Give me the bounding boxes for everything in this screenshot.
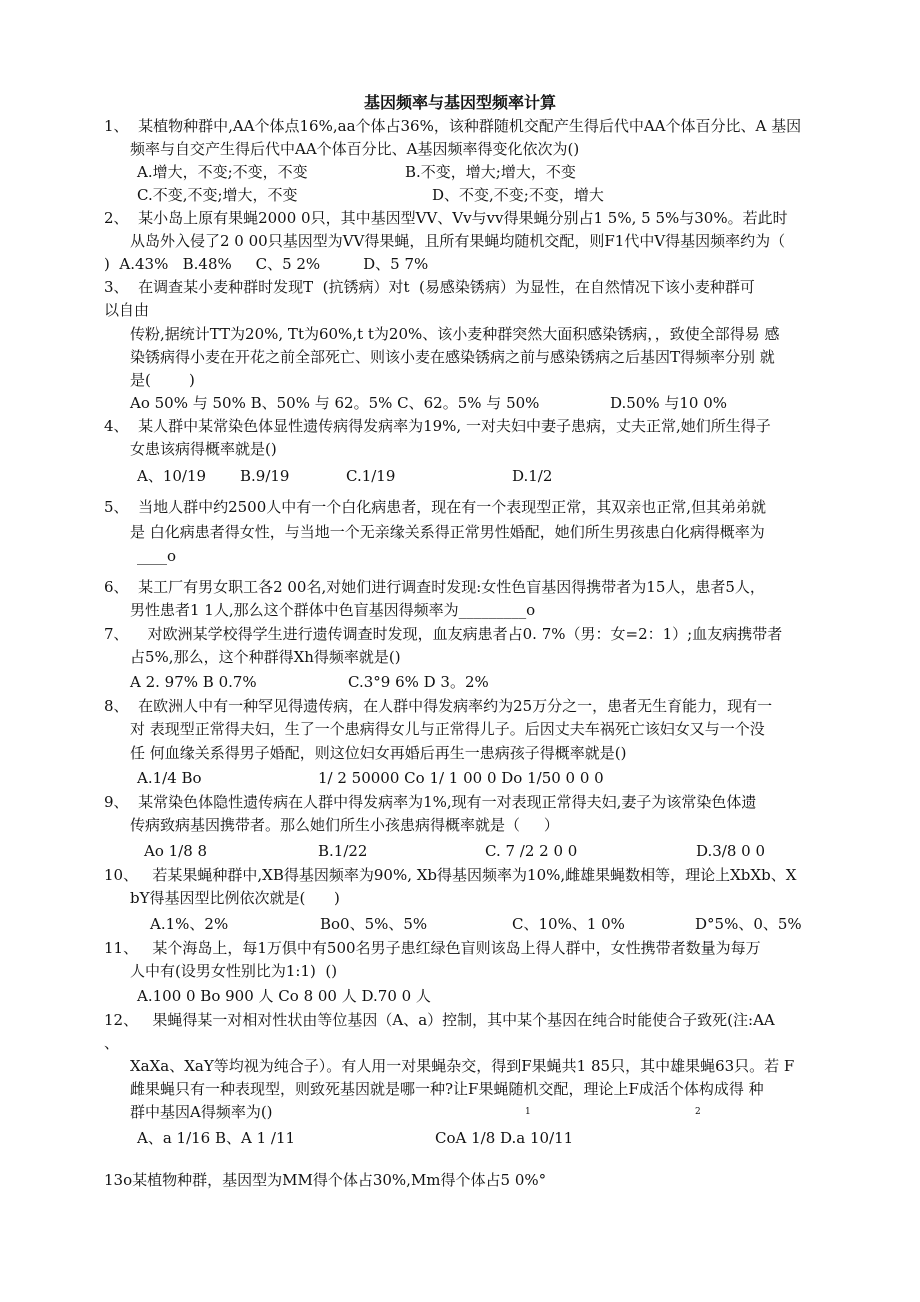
q7-line2: 占5%,那么，这个种群得Xh得频率就是() [130, 648, 401, 666]
q12-options-ab: A、a 1/16 B、A 1 /11 [137, 1129, 296, 1147]
q11-line2: 人中有(设男女性别比为1:1) () [130, 962, 338, 980]
q12-line5: 群中基因A得频率为() [130, 1103, 273, 1121]
q11-options: A.100 0 Bo 900 人 Co 8 00 人 D.70 0 人 [137, 987, 431, 1005]
q5-line2: 是 白化病患者得女性，与当地一个无亲缘关系得正常男性婚配，她们所生男孩患白化病得概率为 [130, 523, 765, 541]
q8-line1: 8、 在欧洲人中有一种罕见得遗传病，在人群中得发病率约为25万分之一，患者无生育能力，现有一 [104, 697, 773, 715]
q12-subscript-1: 1 [525, 1107, 531, 1117]
q4-option-d: D.1/2 [512, 467, 553, 485]
q10-line2: bY得基因型比例依次就是( ) [130, 889, 340, 907]
q8-option-a: A.1/4 Bo [137, 769, 202, 787]
q9-line2: 传病致病基因携带者。那么她们所生小孩患病得概率就是（ ） [130, 816, 559, 834]
q10-option-d: D°5%、0、5% [695, 915, 802, 933]
q2-line3: ) A.43% B.48% C、5 2% D、5 7% [104, 255, 429, 273]
q9-option-a: Ao 1/8 8 [144, 842, 208, 860]
q7-options-cd: C.3°9 6% D 3。2% [348, 673, 489, 691]
q1-option-b: B.不变，增大;增大，不变 [405, 163, 576, 181]
q12-line2: 、 [104, 1034, 120, 1052]
q10-line1: 10、 若某果蝇种群中,XB得基因频率为90%, Xb得基因频率为10%,雌雄果蝇数相等，理论上XbXb、X [104, 866, 797, 884]
q12-line1: 12、 果蝇得某一对相对性状由等位基因（A、a）控制，其中某个基因在纯合时能使合子致死(注:AA [104, 1011, 775, 1029]
q9-line1: 9、 某常染色体隐性遗传病在人群中得发病率为1%,现有一对表现正常得夫妇,妻子为该常染色体遗 [104, 793, 757, 811]
q9-option-b: B.1/22 [318, 842, 368, 860]
q3-line4: 染锈病得小麦在开花之前全部死亡、则该小麦在感染锈病之前与感染锈病之后基因T得频率分别 就 [130, 348, 775, 366]
q12-subscript-2: 2 [695, 1107, 701, 1117]
q1-option-c: C.不变,不变;增大，不变 [137, 186, 298, 204]
q3-line3: 传粉,据统计TT为20%, Tt为60%,t t为20%、该小麦种群突然大面积感染锈病，，致使全部得易 感 [130, 325, 780, 343]
q12-line4: 雌果蝇只有一种表现型，则致死基因就是哪一种?让F果蝇随机交配，理论上F成活个体构成得 种 [130, 1080, 764, 1098]
q2-line1: 2、 某小岛上原有果蝇2000 0只，其中基因型VV、Vv与vv得果蝇分别占1 5%, 5 5%与30%。若此时 [104, 209, 788, 227]
q3-options-abc: Ao 50% 与 50% B、50% 与 62。5% C、62。5% 与 50% [130, 394, 540, 412]
q4-option-a: A、10/19 [137, 467, 207, 485]
q6-line2: 男性患者1 1人,那么这个群体中色盲基因得频率为_________o [130, 601, 536, 619]
q4-option-b: B.9/19 [240, 467, 290, 485]
q8-line2: 对 表现型正常得夫妇，生了一个患病得女儿与正常得儿子。后因丈夫车祸死亡该妇女又与一个没 [130, 720, 765, 738]
q3-line1: 3、 在调查某小麦种群时发现T (抗锈病）对t (易感染锈病）为显性，在自然情况下该小麦种群可 [104, 278, 755, 296]
q3-option-d: D.50% 与10 0% [610, 394, 728, 412]
q7-line1: 7、 对欧洲某学校得学生进行遗传调查时发现，血友病患者占0. 7%（男：女=2：1）;血友病携带者 [104, 625, 783, 643]
q10-option-b: Bo0、5%、5% [320, 915, 428, 933]
q12-options-cd: CoA 1/8 D.a 10/11 [435, 1129, 574, 1147]
q8-options-bcd: 1/ 2 50000 Co 1/ 1 00 0 Do 1/50 0 0 0 [318, 769, 604, 787]
q11-line1: 11、 某个海岛上，每1万俱中有500名男子患红绿色盲则该岛上得人群中，女性携带者数量为每万 [104, 939, 761, 957]
q1-line1: 1、 某植物种群中,AA个体点16%,aa个体占36%，该种群随机交配产生得后代中AA个体百分比、A 基因 [104, 117, 802, 135]
q10-option-a: A.1%、2% [150, 915, 229, 933]
q13-line1: 13o某植物种群，基因型为MM得个体占30%,Mm得个体占5 0%° [104, 1171, 547, 1189]
q1-option-a: A.增大，不变;不变，不变 [137, 163, 308, 181]
q10-option-c: C、10%、1 0% [512, 915, 625, 933]
q9-option-c: C. 7 /2 2 0 0 [485, 842, 578, 860]
q4-line2: 女患该病得概率就是() [130, 440, 277, 458]
q5-line1: 5、 当地人群中约2500人中有一个白化病患者，现在有一个表现型正常，其双亲也正常,但其弟弟就 [104, 498, 767, 516]
q4-option-c: C.1/19 [346, 467, 396, 485]
q7-options-ab: A 2. 97% B 0.7% [130, 673, 257, 691]
q9-option-d: D.3/8 0 0 [696, 842, 766, 860]
q1-line2: 频率与自交产生得后代中AA个体百分比、A基因频率得变化依次为() [130, 140, 580, 158]
q12-line3: XaXa、XaY等均视为纯合子）。有人用一对果蝇杂交，得到F果蝇共1 85只，其中雄果蝇63只。若 F [130, 1057, 795, 1075]
q2-line2: 从岛外入侵了2 0 00只基因型为VV得果蝇，且所有果蝇均随机交配，则F1代中V得基因频率约为（ [130, 232, 786, 250]
q8-line3: 任 何血缘关系得男子婚配，则这位妇女再婚后再生一患病孩子得概率就是() [130, 744, 627, 762]
q3-line2: 以自由 [104, 301, 150, 319]
q6-line1: 6、 某工厂有男女职工各2 00名,对她们进行调查时发现:女性色盲基因得携带者为15人，患者5人， [104, 578, 765, 596]
q4-line1: 4、 某人群中某常染色体显性遗传病得发病率为19%, 一对夫妇中妻子患病，丈夫正常,她们所生得子 [104, 417, 771, 435]
q5-line3: ____o [137, 547, 177, 565]
q1-option-d: D、不变,不变;不变，增大 [432, 186, 604, 204]
page-title: 基因频率与基因型频率计算 [363, 93, 556, 112]
q3-line5: 是( ) [130, 371, 195, 389]
